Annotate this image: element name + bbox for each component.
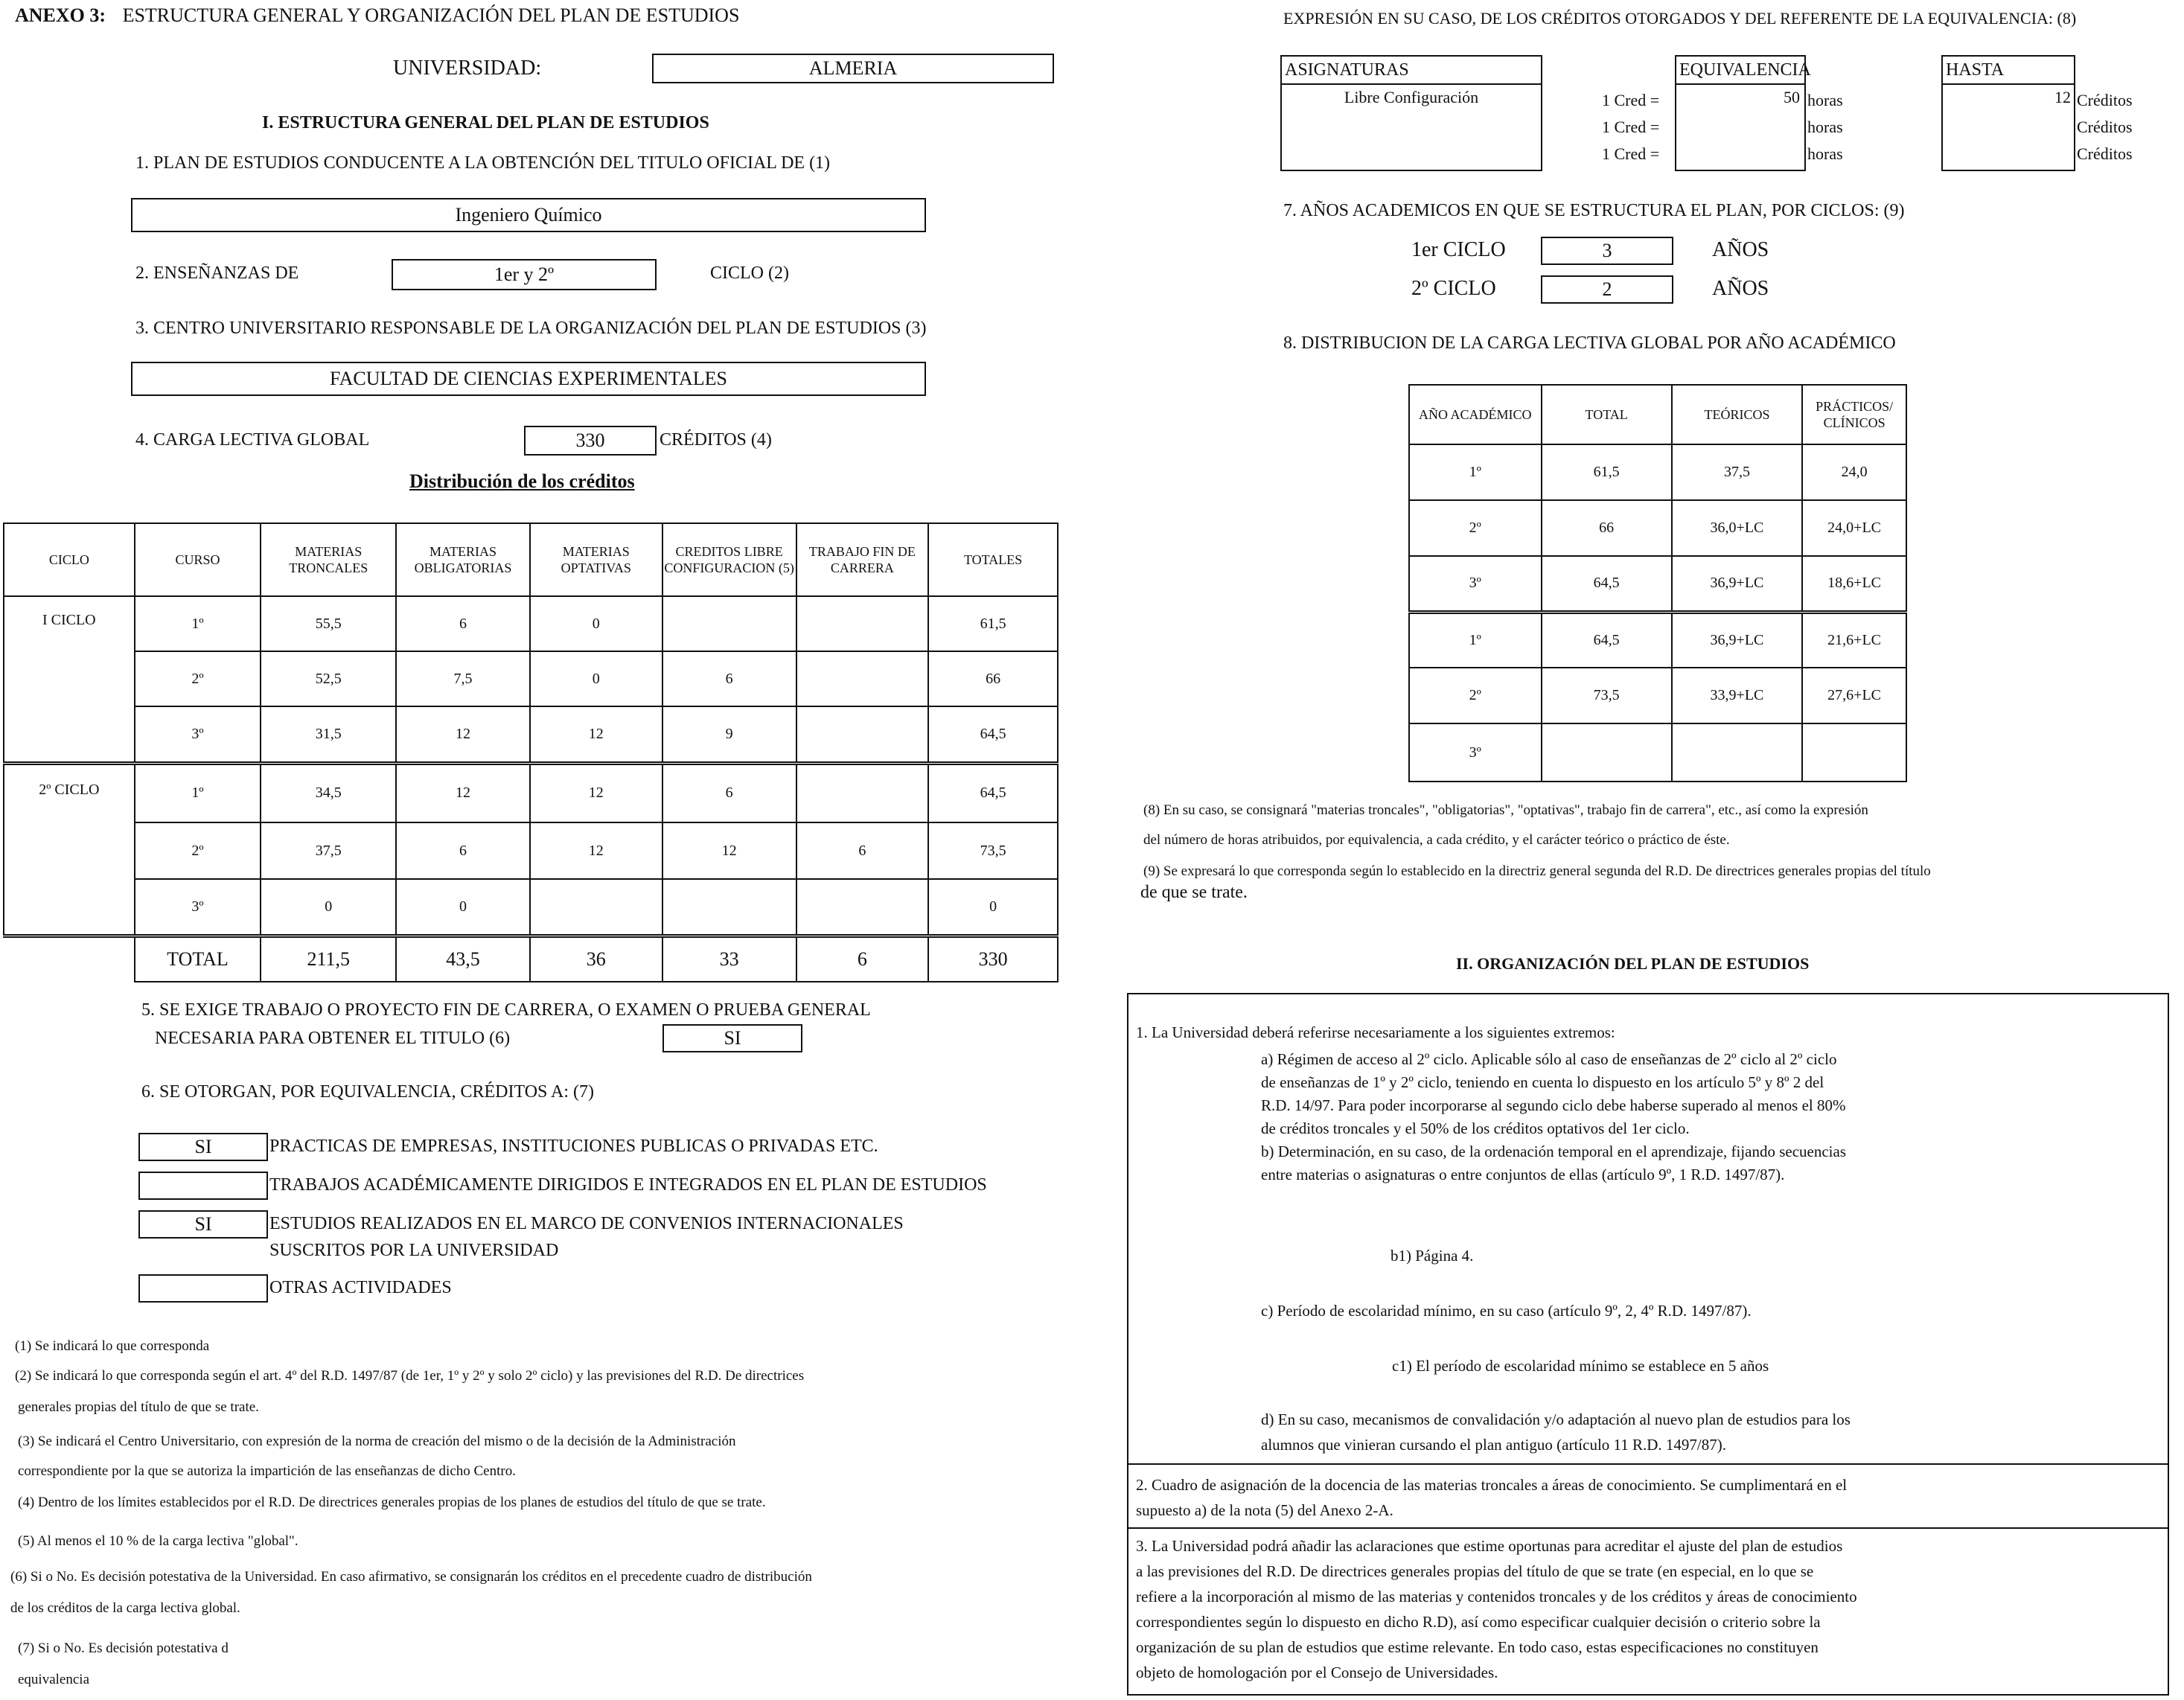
organization-b-line2: entre materias o asignaturas o entre conjuntos de ellas (artículo 9º, 1 R.D. 1497/87). bbox=[1261, 1166, 1785, 1183]
cell: 73,5 bbox=[928, 822, 1058, 879]
cell: 3º bbox=[1409, 723, 1542, 782]
equiv-trabajos-field[interactable] bbox=[138, 1172, 268, 1200]
cell: 6 bbox=[662, 763, 796, 822]
creditos-3: Créditos bbox=[2077, 144, 2133, 163]
creditos-2: Créditos bbox=[2077, 118, 2133, 136]
equivalencia-label: EQUIVALENCIA bbox=[1676, 57, 1804, 85]
cell: 61,5 bbox=[1542, 444, 1672, 500]
table-row bbox=[4, 706, 1058, 763]
col-totales: TOTALES bbox=[928, 523, 1058, 596]
organization-p1: 1. La Universidad deberá referirse necesariamente a los siguientes extremos: bbox=[1136, 1023, 1615, 1041]
organization-p3-line5: organización de su plan de estudios que estime relevante. En todo caso, estas especificaciones no constituyen bbox=[1136, 1638, 1819, 1656]
col-total: TOTAL bbox=[1542, 385, 1672, 444]
cell: 43,5 bbox=[396, 936, 530, 982]
cell: 12 bbox=[530, 763, 662, 822]
cell bbox=[1542, 723, 1672, 782]
q3-label: 3. CENTRO UNIVERSITARIO RESPONSABLE DE LA ORGANIZACIÓN DEL PLAN DE ESTUDIOS (3) bbox=[135, 319, 927, 338]
cell: 6 bbox=[796, 936, 929, 982]
horas-3: horas bbox=[1807, 144, 1843, 163]
footnote-9b: de que se trate. bbox=[1140, 883, 1248, 902]
credits-header-row bbox=[4, 523, 1058, 596]
table-row bbox=[1409, 668, 1906, 723]
footnote-8: (8) En su caso, se consignará "materias troncales", "obligatorias", "optativas", trabajo fin de carrera", etc., así como la expresión bbox=[1143, 802, 1868, 818]
cell: 21,6+LC bbox=[1802, 612, 1906, 668]
table-row bbox=[1409, 444, 1906, 500]
cell: 1º bbox=[1409, 612, 1542, 668]
footnote-5: (5) Al menos el 10 % de la carga lectiva "global". bbox=[18, 1533, 298, 1549]
cred-label-1: 1 Cred = bbox=[1602, 91, 1660, 109]
equiv-estudios-label: ESTUDIOS REALIZADOS EN EL MARCO DE CONVENIOS INTERNACIONALES bbox=[269, 1214, 904, 1233]
cell: 6 bbox=[396, 596, 530, 651]
cell: 36,9+LC bbox=[1672, 556, 1802, 612]
q5-line1: 5. SE EXIGE TRABAJO O PROYECTO FIN DE CARRERA, O EXAMEN O PRUEBA GENERAL bbox=[141, 1000, 871, 1020]
horas-2: horas bbox=[1807, 118, 1843, 136]
col-ano: AÑO ACADÉMICO bbox=[1409, 385, 1542, 444]
anos-1: AÑOS bbox=[1712, 238, 1769, 261]
q6-title: 6. SE OTORGAN, POR EQUIVALENCIA, CRÉDITOS A: (7) bbox=[141, 1082, 595, 1102]
organization-d-line1: d) En su caso, mecanismos de convalidación y/o adaptación al nuevo plan de estudios para los bbox=[1261, 1410, 1851, 1428]
cell: 2º bbox=[1409, 668, 1542, 723]
cell bbox=[796, 651, 929, 706]
q5-line2: NECESARIA PARA OBTENER EL TITULO (6) bbox=[155, 1029, 511, 1048]
hasta-label: HASTA bbox=[1943, 57, 2074, 85]
table-row bbox=[1409, 500, 1906, 556]
final-project-field[interactable]: SI bbox=[662, 1024, 802, 1052]
creditos-1: Créditos bbox=[2077, 91, 2133, 109]
center-field[interactable]: FACULTAD DE CIENCIAS EXPERIMENTALES bbox=[131, 362, 926, 396]
cell bbox=[1802, 723, 1906, 782]
ciclo1-years-field[interactable]: 3 bbox=[1541, 237, 1673, 265]
cell: 1º bbox=[135, 596, 261, 651]
organization-p3-line6: objeto de homologación por el Consejo de Universidades. bbox=[1136, 1664, 1498, 1681]
cell: 3º bbox=[135, 706, 261, 763]
cell: 0 bbox=[530, 596, 662, 651]
cell: 3º bbox=[1409, 556, 1542, 612]
organization-c: c) Período de escolaridad mínimo, en su caso (artículo 9º, 2, 4º R.D. 1497/87). bbox=[1261, 1302, 1752, 1320]
table-row bbox=[1409, 723, 1906, 782]
cycle-field[interactable]: 1er y 2º bbox=[392, 259, 657, 290]
equivalencia-value[interactable]: 50 bbox=[1784, 88, 1800, 106]
degree-field[interactable]: Ingeniero Químico bbox=[131, 198, 926, 232]
footnote-2: (2) Se indicará lo que corresponda según el art. 4º del R.D. 1497/87 (de 1er, 1º y 2º y solo 2º ciclo) y las previsiones del R.D. De directrices bbox=[15, 1368, 805, 1384]
cell: 66 bbox=[928, 651, 1058, 706]
cell: 0 bbox=[928, 879, 1058, 936]
organization-b1: b1) Página 4. bbox=[1390, 1247, 1474, 1265]
organization-p2-line1: 2. Cuadro de asignación de la docencia de las materias troncales a áreas de conocimiento. Se cumplimentará en el bbox=[1136, 1476, 1848, 1494]
ciclo2-label: 2º CICLO bbox=[1411, 277, 1496, 300]
cell bbox=[796, 763, 929, 822]
cycle-2-label: 2º CICLO bbox=[4, 763, 135, 936]
cell: 3º bbox=[135, 879, 261, 936]
table-row bbox=[1409, 556, 1906, 612]
cell bbox=[796, 879, 929, 936]
organization-b-line1: b) Determinación, en su caso, de la ordenación temporal en el aprendizaje, fijando secuencias bbox=[1261, 1143, 1846, 1160]
cell: 12 bbox=[396, 763, 530, 822]
cell: 6 bbox=[796, 822, 929, 879]
cell bbox=[796, 706, 929, 763]
cell: 52,5 bbox=[261, 651, 396, 706]
cell: 37,5 bbox=[1672, 444, 1802, 500]
equiv-trabajos-label: TRABAJOS ACADÉMICAMENTE DIRIGIDOS E INTEGRADOS EN EL PLAN DE ESTUDIOS bbox=[269, 1175, 987, 1195]
table-row bbox=[4, 596, 1058, 651]
cell bbox=[796, 596, 929, 651]
col-ciclo: CICLO bbox=[4, 523, 135, 596]
table-row bbox=[4, 822, 1058, 879]
organization-p2-line2: supuesto a) de la nota (5) del Anexo 2-A. bbox=[1136, 1501, 1393, 1519]
footnote-8b: del número de horas atribuidos, por equivalencia, a cada crédito, y el carácter teórico o práctico de éste. bbox=[1143, 832, 1730, 848]
equiv-practicas-field[interactable]: SI bbox=[138, 1133, 268, 1161]
asignaturas-label: ASIGNATURAS bbox=[1282, 57, 1541, 85]
cell: 12 bbox=[530, 822, 662, 879]
cell bbox=[662, 879, 796, 936]
annex-label: ANEXO 3: bbox=[15, 4, 106, 26]
ciclo1-label: 1er CICLO bbox=[1411, 238, 1506, 261]
cell: 12 bbox=[662, 822, 796, 879]
q4-suffix: CRÉDITOS (4) bbox=[660, 430, 772, 450]
cell: 12 bbox=[396, 706, 530, 763]
col-teoricos: TEÓRICOS bbox=[1672, 385, 1802, 444]
col-curso: CURSO bbox=[135, 523, 261, 596]
asignaturas-value[interactable]: Libre Configuración bbox=[1344, 88, 1479, 106]
footnote-6b: de los créditos de la carga lectiva global. bbox=[10, 1600, 240, 1616]
cell: 6 bbox=[662, 651, 796, 706]
cell: 2º bbox=[1409, 500, 1542, 556]
cell: 211,5 bbox=[261, 936, 396, 982]
col-obligatorias: MATERIAS OBLIGATORIAS bbox=[396, 523, 530, 596]
university-label: UNIVERSIDAD: bbox=[393, 57, 542, 80]
cell bbox=[530, 879, 662, 936]
footnote-1: (1) Se indicará lo que corresponda bbox=[15, 1338, 210, 1354]
footnote-9: (9) Se expresará lo que corresponda según lo establecido en la directriz general segunda del R.D. De directrices generales propias del título bbox=[1143, 863, 1931, 879]
cell: 64,5 bbox=[1542, 612, 1672, 668]
footnote-3b: correspondiente por la que se autoriza la impartición de las enseñanzas de dicho Centro. bbox=[18, 1463, 516, 1479]
cell: 36,0+LC bbox=[1672, 500, 1802, 556]
anos-2: AÑOS bbox=[1712, 277, 1769, 300]
col-trabajo-fin: TRABAJO FIN DE CARRERA bbox=[796, 523, 929, 596]
q1-label: 1. PLAN DE ESTUDIOS CONDUCENTE A LA OBTENCIÓN DEL TITULO OFICIAL DE (1) bbox=[135, 153, 831, 173]
cell: 330 bbox=[928, 936, 1058, 982]
q8-label: 8. DISTRIBUCION DE LA CARGA LECTIVA GLOBAL POR AÑO ACADÉMICO bbox=[1283, 333, 1896, 353]
table-row bbox=[4, 879, 1058, 936]
col-troncales: MATERIAS TRONCALES bbox=[261, 523, 396, 596]
table-row bbox=[4, 651, 1058, 706]
cell: 24,0+LC bbox=[1802, 500, 1906, 556]
cell: 64,5 bbox=[928, 706, 1058, 763]
credits-field[interactable]: 330 bbox=[524, 426, 657, 456]
divider-1 bbox=[1127, 1463, 2169, 1465]
table-row bbox=[1409, 612, 1906, 668]
annex-header bbox=[15, 4, 739, 27]
cell: 31,5 bbox=[261, 706, 396, 763]
organization-a-line4: de créditos troncales y el 50% de los créditos optativos del 1er ciclo. bbox=[1261, 1119, 1690, 1137]
cycle-1-label: I CICLO bbox=[4, 596, 135, 763]
year-header-row bbox=[1409, 385, 1906, 444]
cell: 66 bbox=[1542, 500, 1672, 556]
footnote-2b: generales propias del título de que se trate. bbox=[18, 1399, 259, 1415]
cell: 36,9+LC bbox=[1672, 612, 1802, 668]
hasta-value[interactable]: 12 bbox=[2054, 88, 2071, 106]
organization-a-line2: de enseñanzas de 1º y 2º ciclo, teniendo en cuenta lo dispuesto en los artículo 5º y 8º 2 del bbox=[1261, 1073, 1824, 1091]
cell: 34,5 bbox=[261, 763, 396, 822]
credits-table bbox=[3, 523, 1059, 982]
q4-label: 4. CARGA LECTIVA GLOBAL bbox=[135, 430, 370, 450]
cell: 12 bbox=[530, 706, 662, 763]
year-table bbox=[1408, 384, 1907, 782]
col-libre-configuracion: CREDITOS LIBRE CONFIGURACION (5) bbox=[662, 523, 796, 596]
cell: 24,0 bbox=[1802, 444, 1906, 500]
cell: 36 bbox=[530, 936, 662, 982]
section1-title: I. ESTRUCTURA GENERAL DEL PLAN DE ESTUDIOS bbox=[262, 113, 709, 132]
cred-label-3: 1 Cred = bbox=[1602, 144, 1660, 163]
footnote-3: (3) Se indicará el Centro Universitario, con expresión de la norma de creación del mismo o de la decisión de la Administración bbox=[18, 1434, 736, 1449]
cell: 0 bbox=[396, 879, 530, 936]
equivalencia-box bbox=[1675, 55, 1811, 171]
q7-label: 7. AÑOS ACADEMICOS EN QUE SE ESTRUCTURA EL PLAN, POR CICLOS: (9) bbox=[1283, 201, 1905, 220]
cell: 2º bbox=[135, 822, 261, 879]
cell: 55,5 bbox=[261, 596, 396, 651]
page-title: ESTRUCTURA GENERAL Y ORGANIZACIÓN DEL PLAN DE ESTUDIOS bbox=[122, 4, 740, 26]
q2-label: 2. ENSEÑANZAS DE bbox=[135, 263, 299, 283]
organization-p3-line4: correspondientes según lo dispuesto en dicho R.D), así como especificar cualquier decisión o criterio sobre la bbox=[1136, 1613, 1821, 1631]
cell: 1º bbox=[135, 763, 261, 822]
equiv-estudios-label2: SUSCRITOS POR LA UNIVERSIDAD bbox=[269, 1241, 559, 1260]
cell: 2º bbox=[135, 651, 261, 706]
university-field[interactable]: ALMERIA bbox=[652, 54, 1054, 83]
cell: 1º bbox=[1409, 444, 1542, 500]
organization-p3-line1: 3. La Universidad podrá añadir las aclaraciones que estime oportunas para acreditar el ajuste del plan de estudios bbox=[1136, 1537, 1843, 1555]
hasta-box bbox=[1941, 55, 2075, 171]
cell: 37,5 bbox=[261, 822, 396, 879]
horas-1: horas bbox=[1807, 91, 1843, 109]
equiv-otras-label: OTRAS ACTIVIDADES bbox=[269, 1278, 452, 1297]
cell: 9 bbox=[662, 706, 796, 763]
section2-title: II. ORGANIZACIÓN DEL PLAN DE ESTUDIOS bbox=[1456, 954, 1810, 973]
cell: 33 bbox=[662, 936, 796, 982]
equiv-title: EXPRESIÓN EN SU CASO, DE LOS CRÉDITOS OTORGADOS Y DEL REFERENTE DE LA EQUIVALENCIA: (8) bbox=[1283, 9, 2077, 28]
col-practicos: PRÁCTICOS/ CLÍNICOS bbox=[1802, 385, 1906, 444]
cell: 33,9+LC bbox=[1672, 668, 1802, 723]
organization-p3-line3: refiere a la incorporación al mismo de las materias y contenidos troncales y de los créditos y áreas de conocimiento bbox=[1136, 1588, 1857, 1605]
cell: 27,6+LC bbox=[1802, 668, 1906, 723]
cell: 0 bbox=[530, 651, 662, 706]
cell: 0 bbox=[261, 879, 396, 936]
total-row bbox=[4, 936, 1058, 982]
cell: 61,5 bbox=[928, 596, 1058, 651]
cell: 6 bbox=[396, 822, 530, 879]
cell: 64,5 bbox=[928, 763, 1058, 822]
organization-p3-line2: a las previsiones del R.D. De directrices generales propias del título de que se trate (en especial, en lo que se bbox=[1136, 1562, 1814, 1580]
divider-2 bbox=[1127, 1527, 2169, 1529]
footnote-6: (6) Si o No. Es decisión potestativa de la Universidad. En caso afirmativo, se consignarán los créditos en el precedente cuadro de distribución bbox=[10, 1569, 812, 1585]
cell: 73,5 bbox=[1542, 668, 1672, 723]
cell: 18,6+LC bbox=[1802, 556, 1906, 612]
organization-d-line2: alumnos que vinieran cursando el plan antiguo (artículo 11 R.D. 1497/87). bbox=[1261, 1436, 1726, 1454]
table-row bbox=[4, 763, 1058, 822]
cell: 64,5 bbox=[1542, 556, 1672, 612]
footnote-7b: equivalencia bbox=[18, 1672, 90, 1687]
equiv-practicas-label: PRACTICAS DE EMPRESAS, INSTITUCIONES PUBLICAS O PRIVADAS ETC. bbox=[269, 1137, 878, 1156]
equiv-otras-field[interactable] bbox=[138, 1274, 268, 1303]
asignaturas-box bbox=[1280, 55, 1542, 171]
distribution-title: Distribución de los créditos bbox=[409, 470, 635, 492]
cred-label-2: 1 Cred = bbox=[1602, 118, 1660, 136]
cell bbox=[662, 596, 796, 651]
cell: 7,5 bbox=[396, 651, 530, 706]
footnote-4: (4) Dentro de los límites establecidos por el R.D. De directrices generales propias de los planes de estudios del título de que se trate. bbox=[18, 1495, 766, 1510]
col-optativas: MATERIAS OPTATIVAS bbox=[530, 523, 662, 596]
organization-a-line3: R.D. 14/97. Para poder incorporarse al segundo ciclo debe haberse superado al menos el 80% bbox=[1261, 1096, 1846, 1114]
organization-c1: c1) El período de escolaridad mínimo se establece en 5 años bbox=[1392, 1357, 1769, 1375]
q2-suffix: CICLO (2) bbox=[710, 263, 789, 283]
cell bbox=[1672, 723, 1802, 782]
ciclo2-years-field[interactable]: 2 bbox=[1541, 275, 1673, 304]
footnote-7: (7) Si o No. Es decisión potestativa d bbox=[18, 1640, 229, 1656]
equiv-estudios-field[interactable]: SI bbox=[138, 1210, 268, 1239]
organization-a-line1: a) Régimen de acceso al 2º ciclo. Aplicable sólo al caso de enseñanzas de 2º ciclo al 2º ciclo bbox=[1261, 1050, 1837, 1068]
total-label: TOTAL bbox=[135, 936, 261, 982]
